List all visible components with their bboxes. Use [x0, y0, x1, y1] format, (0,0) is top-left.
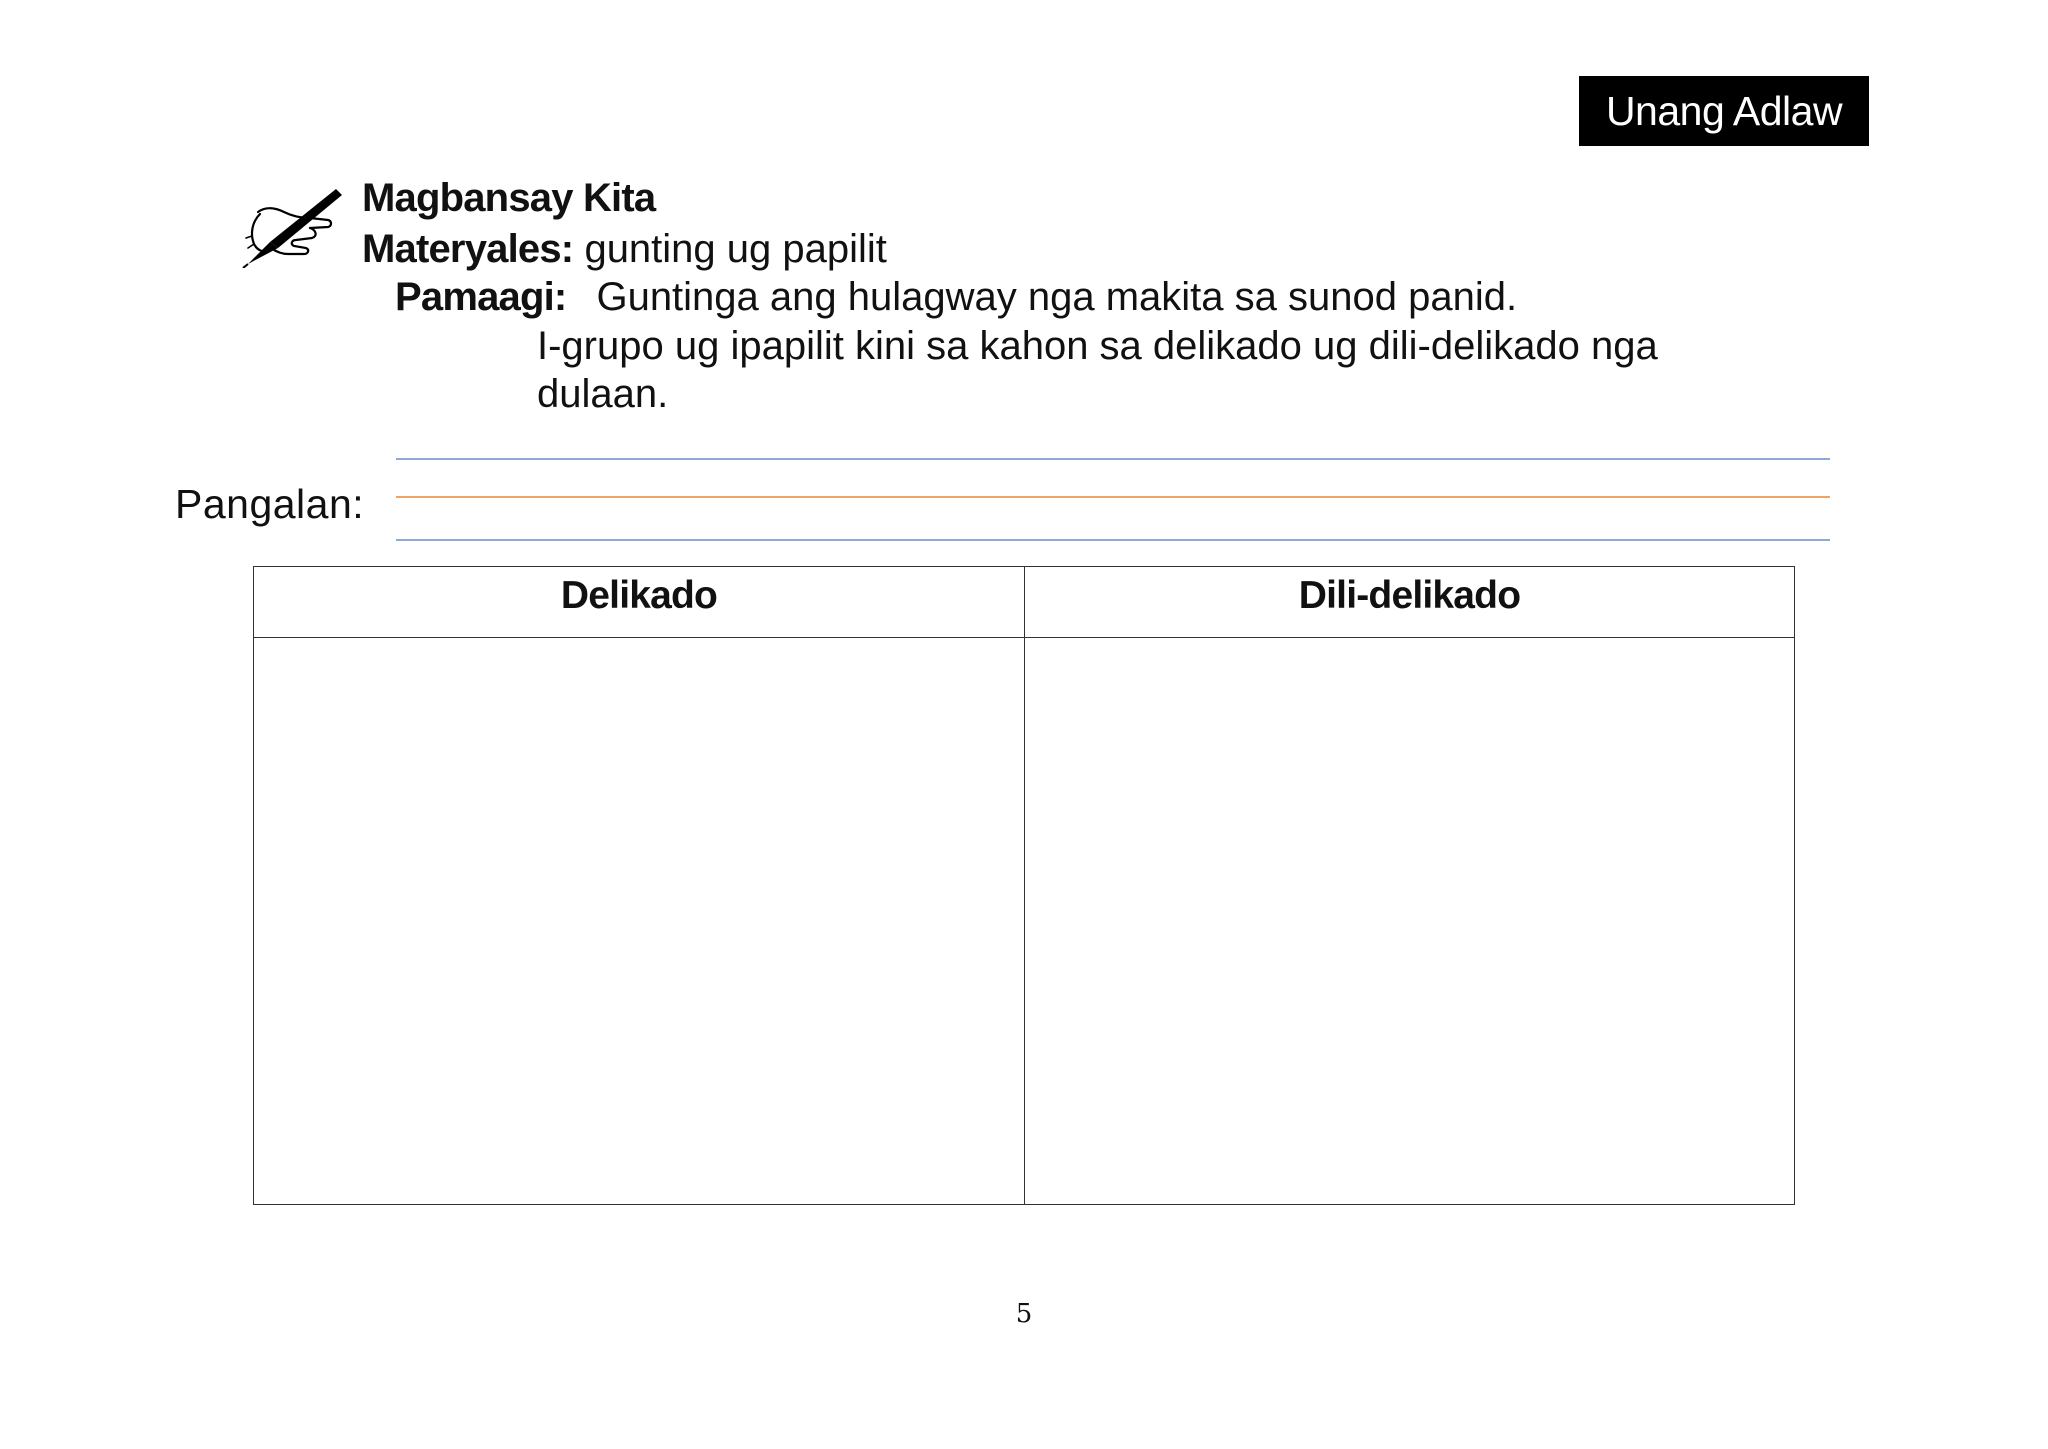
column-header-dili-delikado: Dili-delikado — [1298, 574, 1521, 617]
materials-value: gunting ug papilit — [573, 227, 887, 271]
name-writing-lines[interactable] — [396, 458, 1830, 544]
materials-label: Materyales: — [362, 227, 574, 271]
materials-line — [362, 225, 887, 273]
directions-text-3: dulaan. — [537, 372, 669, 416]
name-line-bottom — [396, 539, 1830, 541]
column-header-delikado: Delikado — [560, 574, 718, 617]
directions-text-1: Guntinga ang hulagway nga makita sa sunod panid. — [596, 275, 1518, 319]
dili-delikado-paste-area[interactable] — [1025, 638, 1794, 1204]
page-number: 5 — [1015, 1299, 1033, 1329]
delikado-paste-area[interactable] — [254, 638, 1024, 1204]
directions-label: Pamaagi: — [395, 275, 567, 319]
directions-text-2: I-grupo ug ipapilit kini sa kahon sa delikado ug dili-delikado nga — [537, 324, 1658, 368]
sorting-table — [253, 566, 1795, 1205]
activity-title: Magbansay Kita — [362, 176, 656, 220]
name-label: Pangalan: — [175, 481, 365, 527]
name-line-middle — [396, 496, 1830, 498]
day-badge: Unang Adlaw — [1579, 76, 1869, 146]
name-line-top — [396, 458, 1830, 460]
directions-line — [395, 273, 1517, 321]
writing-hand-icon — [238, 186, 342, 268]
